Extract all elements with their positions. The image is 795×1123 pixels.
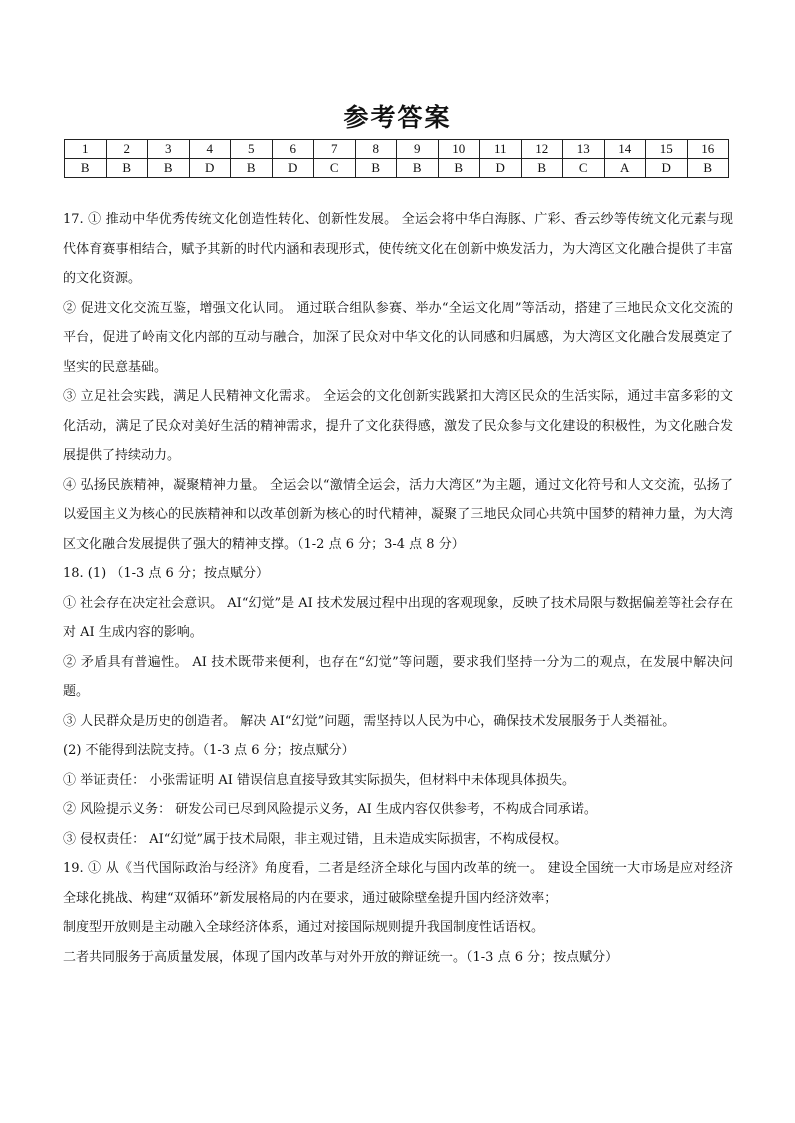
q18-part1-heading: 18. (1) （1-3 点 6 分；按点赋分） [63,566,269,581]
answer-cell: B [438,159,480,178]
answer-cell: B [65,159,107,178]
question-number-cell: 14 [604,140,646,159]
answer-cell: D [272,159,314,178]
q17-point-1: 17. ① 推动中华优秀传统文化创造性转化、创新性发展。 全运会将中华白海豚、广彩、香云纱等传统文化元素与现代体育赛事相结合，赋予其新的时代内涵和表现形式，使传统文化在创新中焕发活力，为大湾区文化融合提供了丰富的文化资源。 [63,212,733,286]
question-number-cell: 2 [106,140,148,159]
q18-part1-point-3: ③ 人民群众是历史的创造者。 解决 AI“幻觉”问题，需坚持以人民为中心，确保技术发展服务于人类福祉。 [63,713,676,729]
page-title: 参考答案 [343,103,452,132]
question-number-cell: 9 [397,140,439,159]
answer-cell: B [397,159,439,178]
q18-part2-point-3: ③ 侵权责任： AI“幻觉”属于技术局限，非主观过错，且未造成实际损害，不构成侵权。 [63,831,568,847]
q17-point-2: ② 促进文化交流互鉴，增强文化认同。 通过联合组队参赛、举办“全运文化周”等活动，搭建了三地民众文化交流的平台，促进了岭南文化内部的互动与融合，加深了民众对中华文化的认同感和归属感，为大湾区文化融合发展奠定了坚实的民意基础。 [63,300,733,375]
question-number-cell: 10 [438,140,480,159]
answer-cell: B [106,159,148,178]
q18-part1-point-2: ② 矛盾具有普遍性。 AI 技术既带来便利，也存在“幻觉”等问题，要求我们坚持一分为二的观点，在发展中解决问题。 [63,654,733,699]
q18-part2-point-1: ① 举证责任： 小张需证明 AI 错误信息直接导致其实际损失，但材料中未体现具体损失。 [63,772,576,788]
question-number-cell: 1 [65,140,107,159]
answer-cell: C [563,159,605,178]
answer-cell: B [687,159,729,178]
question-number-cell: 5 [231,140,273,159]
answer-cell: C [314,159,356,178]
question-number-cell: 4 [189,140,231,159]
question-number-cell: 8 [355,140,397,159]
answer-cell: B [521,159,563,178]
q18-part2-heading: (2) 不能得到法院支持。（1-3 点 6 分；按点赋分） [63,743,355,758]
q18-part1-point-1: ① 社会存在决定社会意识。 AI“幻觉”是 AI 技术发展过程中出现的客观现象，反映了技术局限与数据偏差等社会存在对 AI 生成内容的影响。 [63,595,733,640]
question-number-cell: 7 [314,140,356,159]
q19-point-1-cont: 制度型开放则是主动融入全球经济体系，通过对接国际规则提升我国制度性话语权。 [63,920,545,935]
answer-cell: B [355,159,397,178]
answer-cell: D [480,159,522,178]
answer-table [64,139,729,178]
answer-cell: B [231,159,273,178]
answer-cell: D [646,159,688,178]
q17-point-4: ④ 弘扬民族精神，凝聚精神力量。 全运会以“激情全运会，活力大湾区”为主题，通过文化符号和人文交流，弘扬了以爱国主义为核心的民族精神和以改革创新为核心的时代精神，凝聚了三地民众同心共筑中国梦的精神力量，为大湾区文化融合发展提供了强大的精神支撑。（1-2 点 6 分；3-4 点 8 分） [63,477,733,552]
q19-point-1: 19. ① 从《当代国际政治与经济》角度看，二者是经济全球化与国内改革的统一。 建设全国统一大市场是应对经济全球化挑战、构建“双循环”新发展格局的内在要求，通过破除壁垒提升国内经济效率； [63,861,733,906]
question-number-cell: 15 [646,140,688,159]
question-number-cell: 6 [272,140,314,159]
answer-cell: D [189,159,231,178]
question-number-row [65,140,729,159]
answer-explanations [63,205,733,972]
question-number-cell: 11 [480,140,522,159]
question-number-cell: 3 [148,140,190,159]
q18-part2-point-2: ② 风险提示义务： 研发公司已尽到风险提示义务，AI 生成内容仅供参考，不构成合同承诺。 [63,802,597,817]
question-number-cell: 16 [687,140,729,159]
q17-point-3: ③ 立足社会实践，满足人民精神文化需求。 全运会的文化创新实践紧扣大湾区民众的生活实际，通过丰富多彩的文化活动，满足了民众对美好生活的精神需求，提升了文化获得感，激发了民众参与文化建设的积极性，为文化融合发展提供了持续动力。 [63,389,733,463]
question-number-cell: 13 [563,140,605,159]
answer-cell: B [148,159,190,178]
answer-row [65,159,729,178]
answer-cell: A [604,159,646,178]
q19-summary: 二者共同服务于高质量发展，体现了国内改革与对外开放的辩证统一。（1-3 点 6 分；按点赋分） [63,949,619,965]
question-number-cell: 12 [521,140,563,159]
